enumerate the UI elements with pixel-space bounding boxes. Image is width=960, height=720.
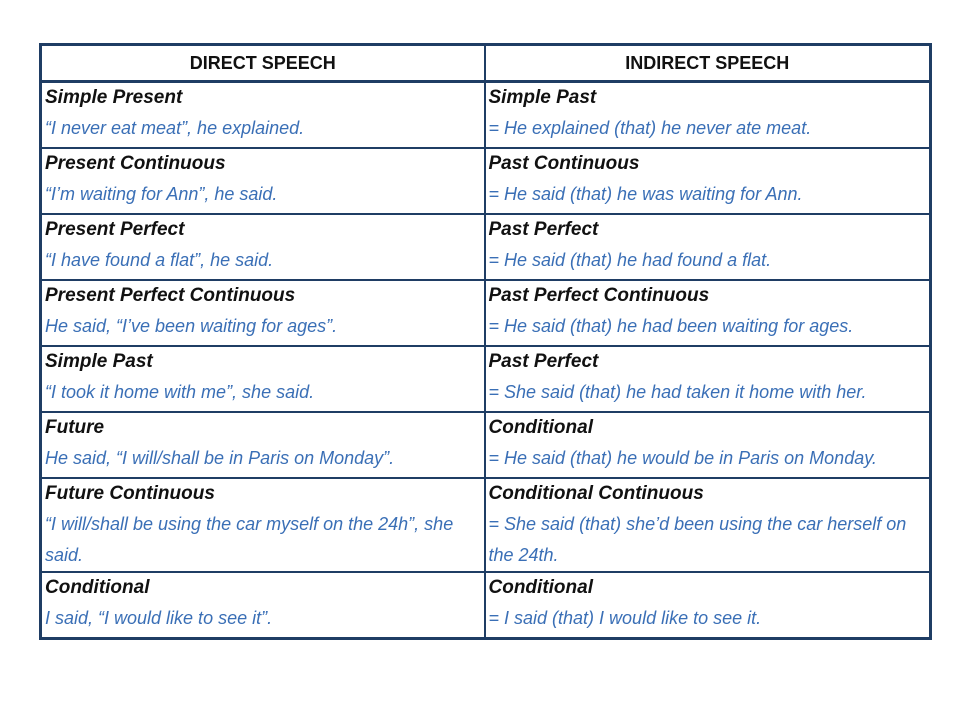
direct-tense-label: Future	[45, 417, 105, 438]
direct-cell	[41, 214, 485, 280]
indirect-cell	[485, 478, 931, 572]
indirect-example-sentence: = She said (that) she’d been using the car herself on the 24th.	[488, 514, 907, 565]
direct-cell	[41, 572, 485, 639]
indirect-tense-label: Conditional Continuous	[488, 483, 704, 504]
direct-cell	[41, 148, 485, 214]
indirect-tense-label: Simple Past	[488, 87, 597, 108]
header-indirect-speech: INDIRECT SPEECH	[485, 45, 931, 82]
direct-cell	[41, 478, 485, 572]
indirect-cell	[485, 82, 931, 149]
indirect-tense-label: Past Perfect	[488, 219, 599, 240]
indirect-example-sentence: = He said (that) he had found a flat.	[488, 250, 772, 270]
indirect-cell	[485, 346, 931, 412]
indirect-example-sentence: = She said (that) he had taken it home with her.	[488, 382, 867, 402]
indirect-tense-label: Past Perfect Continuous	[488, 285, 710, 306]
direct-example-sentence: I said, “I would like to see it”.	[45, 608, 273, 628]
direct-example-sentence: He said, “I will/shall be in Paris on Monday”.	[45, 448, 395, 468]
indirect-tense-label: Conditional	[488, 577, 593, 598]
indirect-cell	[485, 214, 931, 280]
header-row	[41, 45, 931, 82]
indirect-example-sentence: = He said (that) he would be in Paris on Monday.	[488, 448, 877, 468]
table-row	[41, 214, 931, 280]
table-row	[41, 82, 931, 149]
direct-tense-label: Present Perfect	[45, 219, 185, 240]
speech-comparison-table	[39, 43, 932, 640]
indirect-cell	[485, 280, 931, 346]
direct-tense-label: Conditional	[45, 577, 150, 598]
indirect-example-sentence: = He said (that) he had been waiting for ages.	[488, 316, 854, 336]
direct-cell	[41, 280, 485, 346]
direct-example-sentence: “I never eat meat”, he explained.	[45, 118, 305, 138]
direct-tense-label: Simple Past	[45, 351, 153, 372]
direct-example-sentence: “I’m waiting for Ann”, he said.	[45, 184, 278, 204]
direct-tense-label: Future Continuous	[45, 483, 215, 504]
direct-example-sentence: “I took it home with me”, she said.	[45, 382, 315, 402]
direct-example-sentence: He said, “I’ve been waiting for ages”.	[45, 316, 338, 336]
header-direct-speech: DIRECT SPEECH	[41, 45, 485, 82]
table-row	[41, 346, 931, 412]
direct-cell	[41, 346, 485, 412]
indirect-example-sentence: = He explained (that) he never ate meat.	[488, 118, 812, 138]
direct-example-sentence: “I will/shall be using the car myself on the 24h”, she said.	[45, 514, 454, 565]
table-row	[41, 478, 931, 572]
indirect-tense-label: Conditional	[488, 417, 593, 438]
indirect-cell	[485, 412, 931, 478]
indirect-tense-label: Past Continuous	[488, 153, 640, 174]
indirect-example-sentence: = I said (that) I would like to see it.	[488, 608, 762, 628]
table-row	[41, 412, 931, 478]
direct-tense-label: Simple Present	[45, 87, 183, 108]
direct-tense-label: Present Continuous	[45, 153, 226, 174]
direct-tense-label: Present Perfect Continuous	[45, 285, 296, 306]
indirect-cell	[485, 148, 931, 214]
table-row	[41, 148, 931, 214]
direct-example-sentence: “I have found a flat”, he said.	[45, 250, 274, 270]
table-row	[41, 572, 931, 639]
indirect-tense-label: Past Perfect	[488, 351, 599, 372]
direct-cell	[41, 412, 485, 478]
table-row	[41, 280, 931, 346]
indirect-cell	[485, 572, 931, 639]
indirect-example-sentence: = He said (that) he was waiting for Ann.	[488, 184, 803, 204]
direct-cell	[41, 82, 485, 149]
